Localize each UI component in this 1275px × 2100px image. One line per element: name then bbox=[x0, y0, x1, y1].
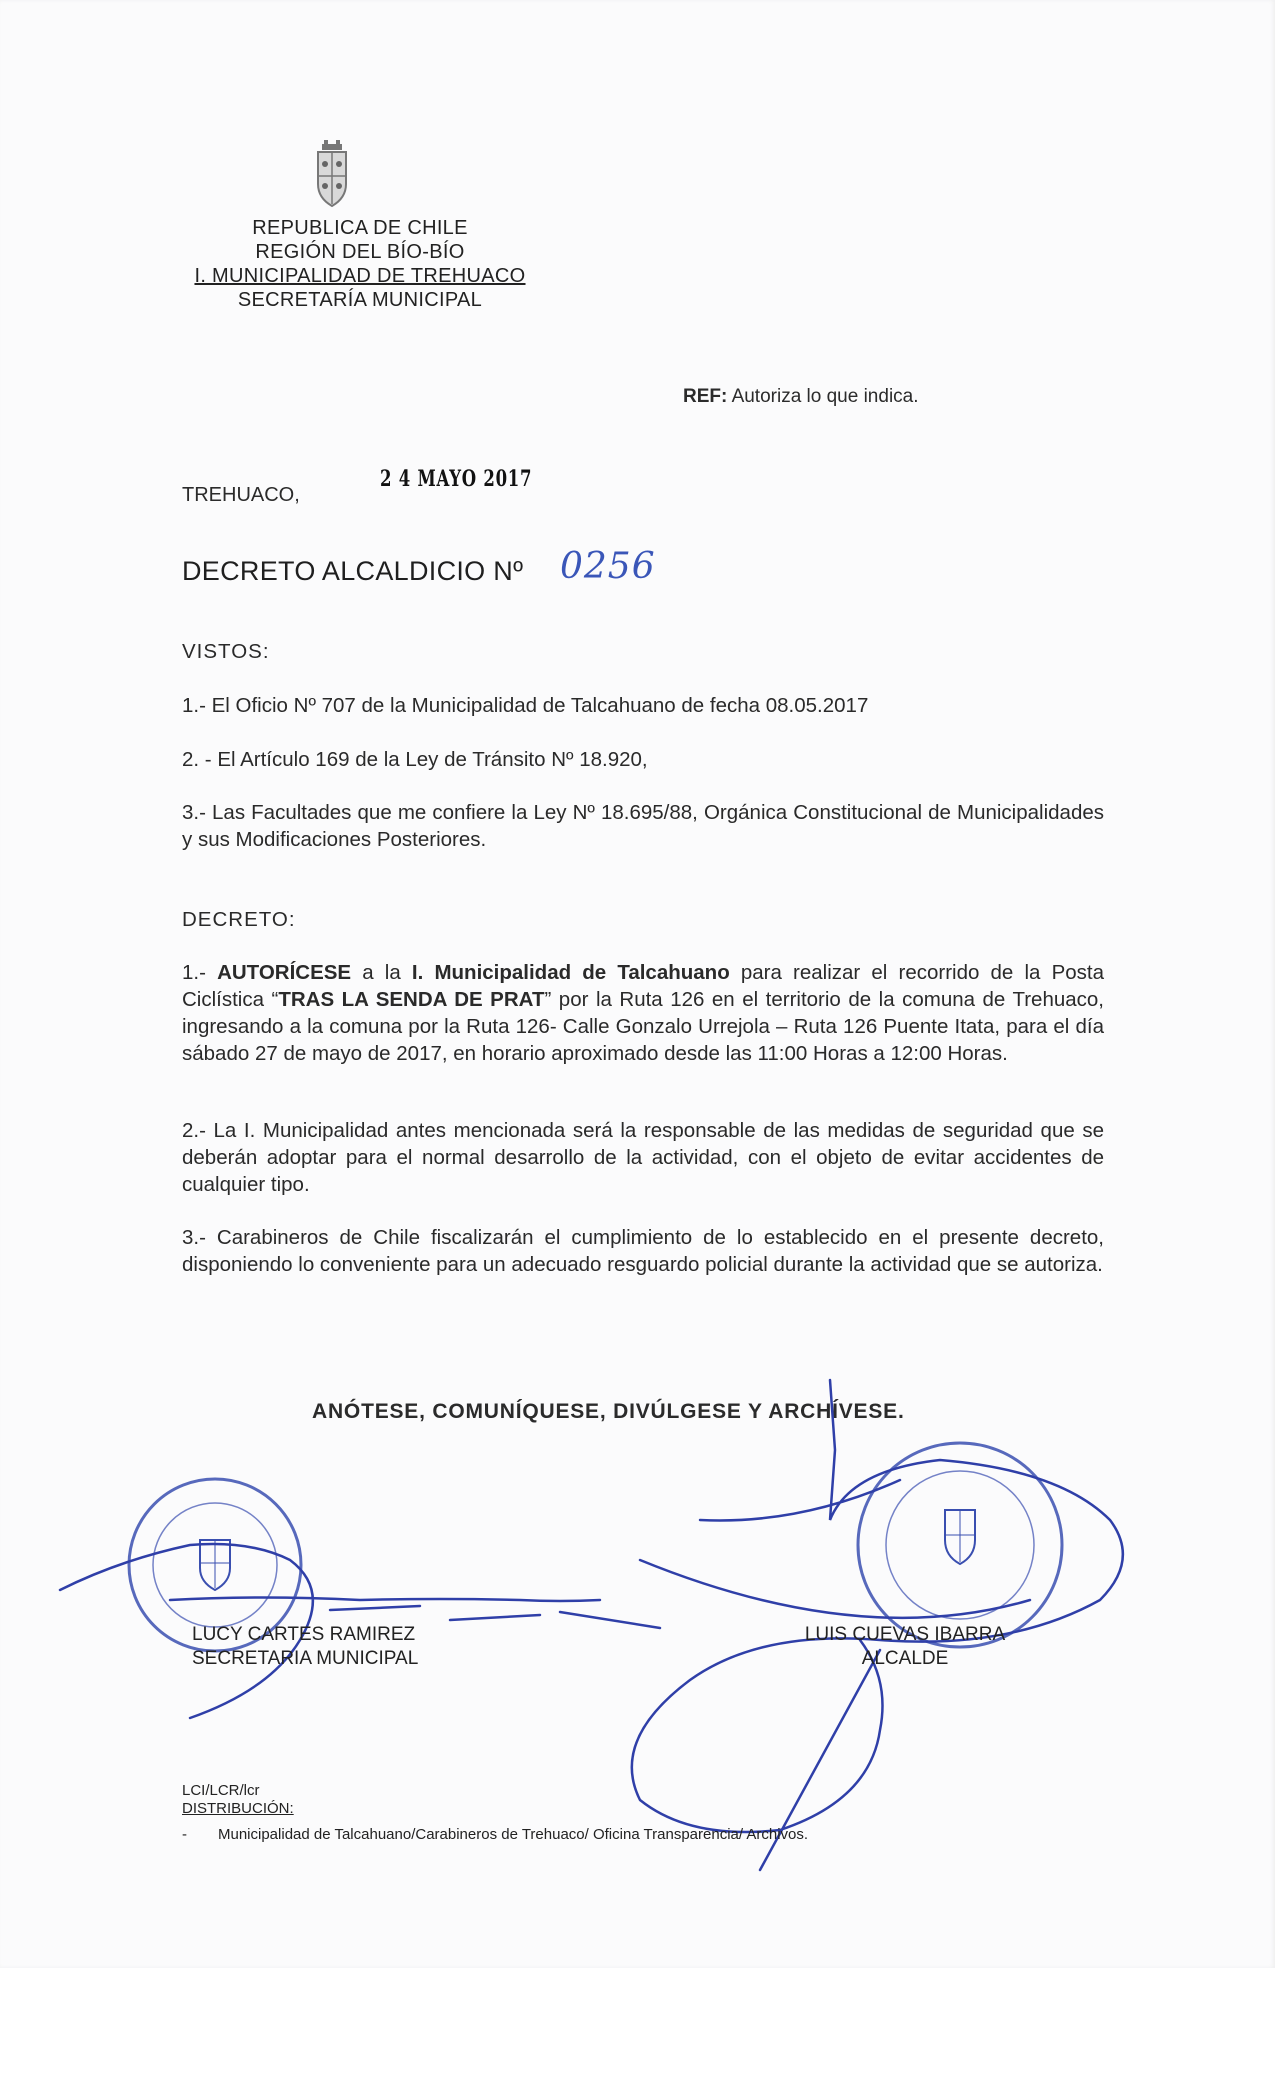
decreto-item-2: 2.- La I. Municipalidad antes mencionada será la responsable de las medidas de seguridad que se deberán adoptar para el normal desarrollo de la actividad, con el objeto de evitar accidentes de cualquier tipo. bbox=[182, 1119, 1104, 1196]
item1-text-c: ” por la Ruta 126 en el territorio de la comuna de Trehuaco, ingresando a la comuna por la Ruta 126- Calle Gonzalo Urrejola – Ruta 126 Puente Itata, para el día sábado 27 de mayo de 2017, en horario aproximado desde las 11:00 Horas a 12:00 Horas. bbox=[182, 988, 1104, 1065]
date-stamp: 2 4 MAYO 2017 bbox=[380, 466, 533, 492]
vistos-item-1: 1.- El Oficio Nº 707 de la Municipalidad de Talcahuano de fecha 08.05.2017 bbox=[182, 694, 869, 717]
place: TREHUACO, bbox=[182, 484, 300, 506]
decree-number: 0256 bbox=[560, 546, 656, 587]
decree-title: DECRETO ALCALDICIO Nº bbox=[182, 556, 524, 586]
right-signatory bbox=[790, 1623, 1020, 1671]
distribution-bullet: - bbox=[182, 1826, 187, 1843]
item1-municipality: I. Municipalidad de Talcahuano bbox=[411, 961, 730, 984]
reference-text: Autoriza lo que indica. bbox=[731, 386, 919, 407]
closing-formula: ANÓTESE, COMUNÍQUESE, DIVÚLGESE Y ARCHÍVESE. bbox=[312, 1400, 905, 1423]
left-signatory bbox=[192, 1623, 418, 1671]
item1-prefix: 1.- bbox=[182, 961, 218, 984]
right-signatory-title: ALCALDE bbox=[861, 1648, 949, 1669]
decreto-heading: DECRETO: bbox=[182, 908, 296, 931]
header-municipality: I. MUNICIPALIDAD DE TREHUACO bbox=[194, 265, 526, 287]
item1-event-name: TRAS LA SENDA DE PRAT bbox=[278, 988, 545, 1011]
decreto-item-3: 3.- Carabineros de Chile fiscalizarán el cumplimiento de lo establecido en el presente decreto, disponiendo lo conveniente para un adecuado resguardo policial durante la actividad que se autoriza. bbox=[182, 1226, 1104, 1276]
item1-authorize: AUTORÍCESE bbox=[217, 961, 352, 984]
item1-text-b: para realizar el recorrido de la Posta Ciclística “ bbox=[182, 961, 1104, 1011]
vistos-item-2: 2. - El Artículo 169 de la Ley de Tránsito Nº 18.920, bbox=[182, 748, 648, 771]
right-signatory-name: LUIS CUEVAS IBARRA bbox=[804, 1624, 1006, 1645]
reference-label: REF: bbox=[683, 386, 728, 407]
left-signatory-name: LUCY CARTES RAMIREZ bbox=[192, 1624, 416, 1645]
header-secretariat: SECRETARÍA MUNICIPAL bbox=[237, 289, 483, 311]
header-republic: REPUBLICA DE CHILE bbox=[252, 217, 468, 239]
distribution-label: DISTRIBUCIÓN: bbox=[182, 1800, 294, 1817]
vistos-heading: VISTOS: bbox=[182, 640, 270, 663]
right-stamp-icon bbox=[858, 1443, 1062, 1647]
header-region: REGIÓN DEL BÍO-BÍO bbox=[255, 241, 465, 263]
vistos-item-3: 3.- Las Facultades que me confiere la Ley Nº 18.695/88, Orgánica Constitucional de Municipalidades y sus Modificaciones Posteriores. bbox=[182, 801, 1104, 851]
distribution-text: Municipalidad de Talcahuano/Carabineros de Trehuaco/ Oficina Transparencia/ Archivos. bbox=[218, 1826, 809, 1843]
footer-initials: LCI/LCR/lcr bbox=[182, 1782, 260, 1799]
item1-text-a: a la bbox=[351, 961, 412, 984]
left-signatory-title: SECRETARIA MUNICIPAL bbox=[192, 1648, 419, 1669]
